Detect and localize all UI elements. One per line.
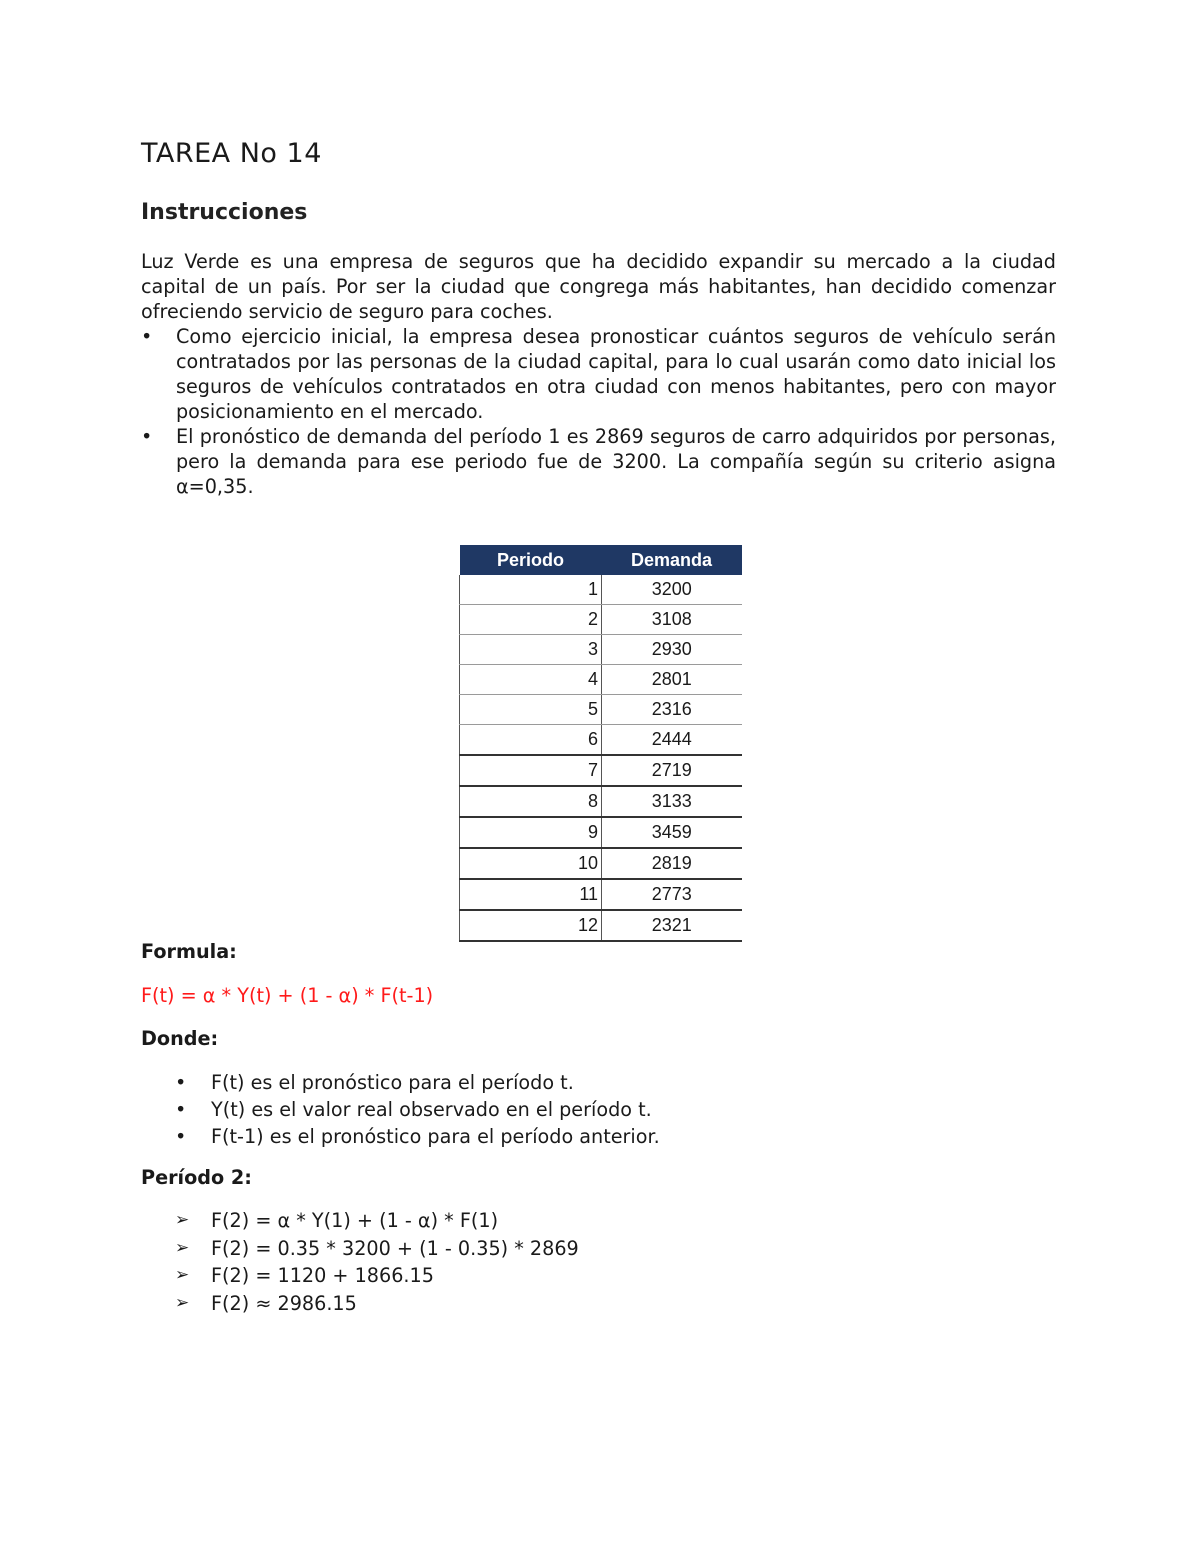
- document-title: TAREA No 14: [141, 138, 322, 169]
- periodo-cell: 12: [460, 910, 602, 941]
- table-row: [460, 848, 742, 879]
- demanda-cell: 2819: [602, 848, 742, 879]
- list-item: [141, 1123, 660, 1150]
- instructions-bullet-list: [141, 324, 1056, 499]
- periodo-cell: 2: [460, 605, 602, 635]
- demanda-cell: 2444: [602, 725, 742, 756]
- list-item: [141, 1290, 579, 1318]
- demanda-cell: 3459: [602, 817, 742, 848]
- period2-steps: [141, 1207, 579, 1317]
- table-row: [460, 575, 742, 605]
- where-item-text: F(t-1) es el pronóstico para el período anterior.: [211, 1125, 660, 1148]
- list-item: [141, 1069, 660, 1096]
- where-item-text: F(t) es el pronóstico para el período t.: [211, 1071, 574, 1094]
- periodo-cell: 4: [460, 665, 602, 695]
- bullet-icon: •: [175, 1125, 187, 1148]
- step-text: F(2) = α * Y(1) + (1 - α) * F(1): [211, 1209, 499, 1232]
- demanda-cell: 2719: [602, 755, 742, 786]
- demanda-cell: 3108: [602, 605, 742, 635]
- periodo-cell: 6: [460, 725, 602, 756]
- list-item: [141, 1262, 579, 1290]
- periodo-cell: 8: [460, 786, 602, 817]
- step-text: F(2) ≈ 2986.15: [211, 1291, 357, 1315]
- arrow-bullet-icon: ➢: [175, 1292, 190, 1313]
- formula-text: F(t) = α * Y(t) + (1 - α) * F(t-1): [141, 984, 434, 1007]
- table-row: [460, 817, 742, 848]
- bullet-icon: •: [141, 325, 153, 348]
- where-label: Donde:: [141, 1027, 219, 1050]
- arrow-bullet-icon: ➢: [175, 1210, 190, 1230]
- table-row: [460, 695, 742, 725]
- demanda-cell: 2773: [602, 879, 742, 910]
- where-item-text: Y(t) es el valor real observado en el período t.: [211, 1098, 652, 1121]
- formula-label: Formula:: [141, 940, 237, 963]
- step-text: F(2) = 0.35 * 3200 + (1 - 0.35) * 2869: [211, 1236, 579, 1260]
- table-header-row: [460, 545, 742, 575]
- list-item: [141, 1207, 579, 1235]
- bullet-text: Como ejercicio inicial, la empresa desea pronosticar cuántos seguros de vehículo serán contratados por las personas de la ciudad capital, para lo cual usarán como dato inicial los seguros de vehículos contratados en otra ciudad con menos habitantes, pero con mayor posicionamiento en el mercado.: [176, 325, 1056, 423]
- header-periodo: Periodo: [460, 545, 602, 575]
- bullet-icon: •: [175, 1071, 187, 1094]
- periodo-cell: 7: [460, 755, 602, 786]
- where-list: [141, 1069, 660, 1150]
- periodo-cell: 11: [460, 879, 602, 910]
- periodo-cell: 1: [460, 575, 602, 605]
- table-row: [460, 725, 742, 756]
- demanda-cell: 2930: [602, 635, 742, 665]
- table-row: [460, 910, 742, 941]
- intro-paragraph: Luz Verde es una empresa de seguros que ha decidido expandir su mercado a la ciudad capital de un país. Por ser la ciudad que congrega más habitantes, han decidido comenzar ofreciendo servicio de seguro para coches.: [141, 250, 1056, 323]
- period2-label: Período 2:: [141, 1166, 252, 1189]
- table-row: [460, 755, 742, 786]
- arrow-bullet-icon: ➢: [175, 1265, 190, 1285]
- arrow-bullet-icon: ➢: [175, 1237, 190, 1258]
- list-item: [141, 424, 1056, 499]
- table-row: [460, 605, 742, 635]
- list-item: [141, 1096, 660, 1123]
- list-item: [141, 324, 1056, 424]
- demand-table: [459, 545, 742, 942]
- instructions-heading: Instrucciones: [141, 200, 308, 225]
- bullet-icon: •: [141, 425, 153, 448]
- table-row: [460, 635, 742, 665]
- periodo-cell: 9: [460, 817, 602, 848]
- periodo-cell: 5: [460, 695, 602, 725]
- demanda-cell: 2321: [602, 910, 742, 941]
- periodo-cell: 3: [460, 635, 602, 665]
- bullet-icon: •: [175, 1098, 187, 1121]
- demanda-cell: 3133: [602, 786, 742, 817]
- bullet-text: El pronóstico de demanda del período 1 es 2869 seguros de carro adquiridos por personas, pero la demanda para ese periodo fue de 3200. La compañía según su criterio asigna α=0,35.: [176, 425, 1056, 498]
- table-row: [460, 786, 742, 817]
- table-row: [460, 665, 742, 695]
- step-text: F(2) = 1120 + 1866.15: [211, 1264, 434, 1287]
- demanda-cell: 2316: [602, 695, 742, 725]
- list-item: [141, 1235, 579, 1263]
- periodo-cell: 10: [460, 848, 602, 879]
- demanda-cell: 2801: [602, 665, 742, 695]
- table-row: [460, 879, 742, 910]
- demanda-cell: 3200: [602, 575, 742, 605]
- header-demanda: Demanda: [602, 545, 742, 575]
